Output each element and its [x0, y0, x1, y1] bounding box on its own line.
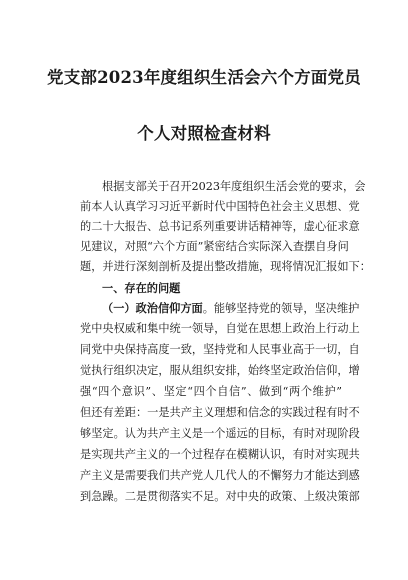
body-line: 是实现共产主义的一个过程存在模糊认识，有时对实现共: [80, 448, 360, 461]
intro-line: 前本人认真学习习近平新时代中国特色社会主义思想、党: [80, 200, 360, 213]
intro-line: 题，并进行深刻剖析及提出整改措施，现将情况汇报如下：: [80, 260, 371, 273]
body-line: 够坚定。认为共产主义是一个遥远的目标，有时对现阶段: [80, 427, 360, 440]
body-line: 同党中央保持高度一致，坚持党和人民事业高于一切，自: [80, 343, 360, 356]
intro-line: 的二十大报告、总书记系列重要讲话精神等，虚心征求意: [80, 220, 360, 233]
body-line: 但还有差距：一是共产主义理想和信念的实践过程有时不: [80, 406, 360, 419]
intro-line: 见建议，对照“六个方面”紧密结合实际深入查摆自身问: [80, 240, 349, 253]
body-line: 党中央权威和集中统一领导，自觉在思想上政治上行动上: [80, 322, 360, 335]
subsection-lead-text: 。能够坚持党的领导，坚决维护: [202, 302, 360, 315]
body-line: 觉执行组织决定，服从组织安排，始终坚定政治信仰，增: [80, 364, 360, 377]
document-title-line-2: 个人对照检查材料: [137, 124, 271, 143]
document-title-line-1: 党支部2023年度组织生活会六个方面党员: [47, 68, 361, 87]
intro-line: 根据支部关于召开2023年度组织生活会党的要求，会: [102, 180, 366, 193]
body-line: 到急躁。二是贯彻落实不足。对中央的政策、上级决策部: [80, 490, 360, 503]
body-line: 强“四个意识”、坚定“四个自信”、做到“两个维护”: [80, 385, 342, 398]
body-line: 产主义是需要我们共产党人几代人的不懈努力才能达到感: [80, 469, 360, 482]
subsection-lead-line: [80, 301, 360, 316]
subsection-label: （一）政治信仰方面: [102, 301, 203, 315]
section-heading: 一、存在的问题: [102, 281, 181, 295]
